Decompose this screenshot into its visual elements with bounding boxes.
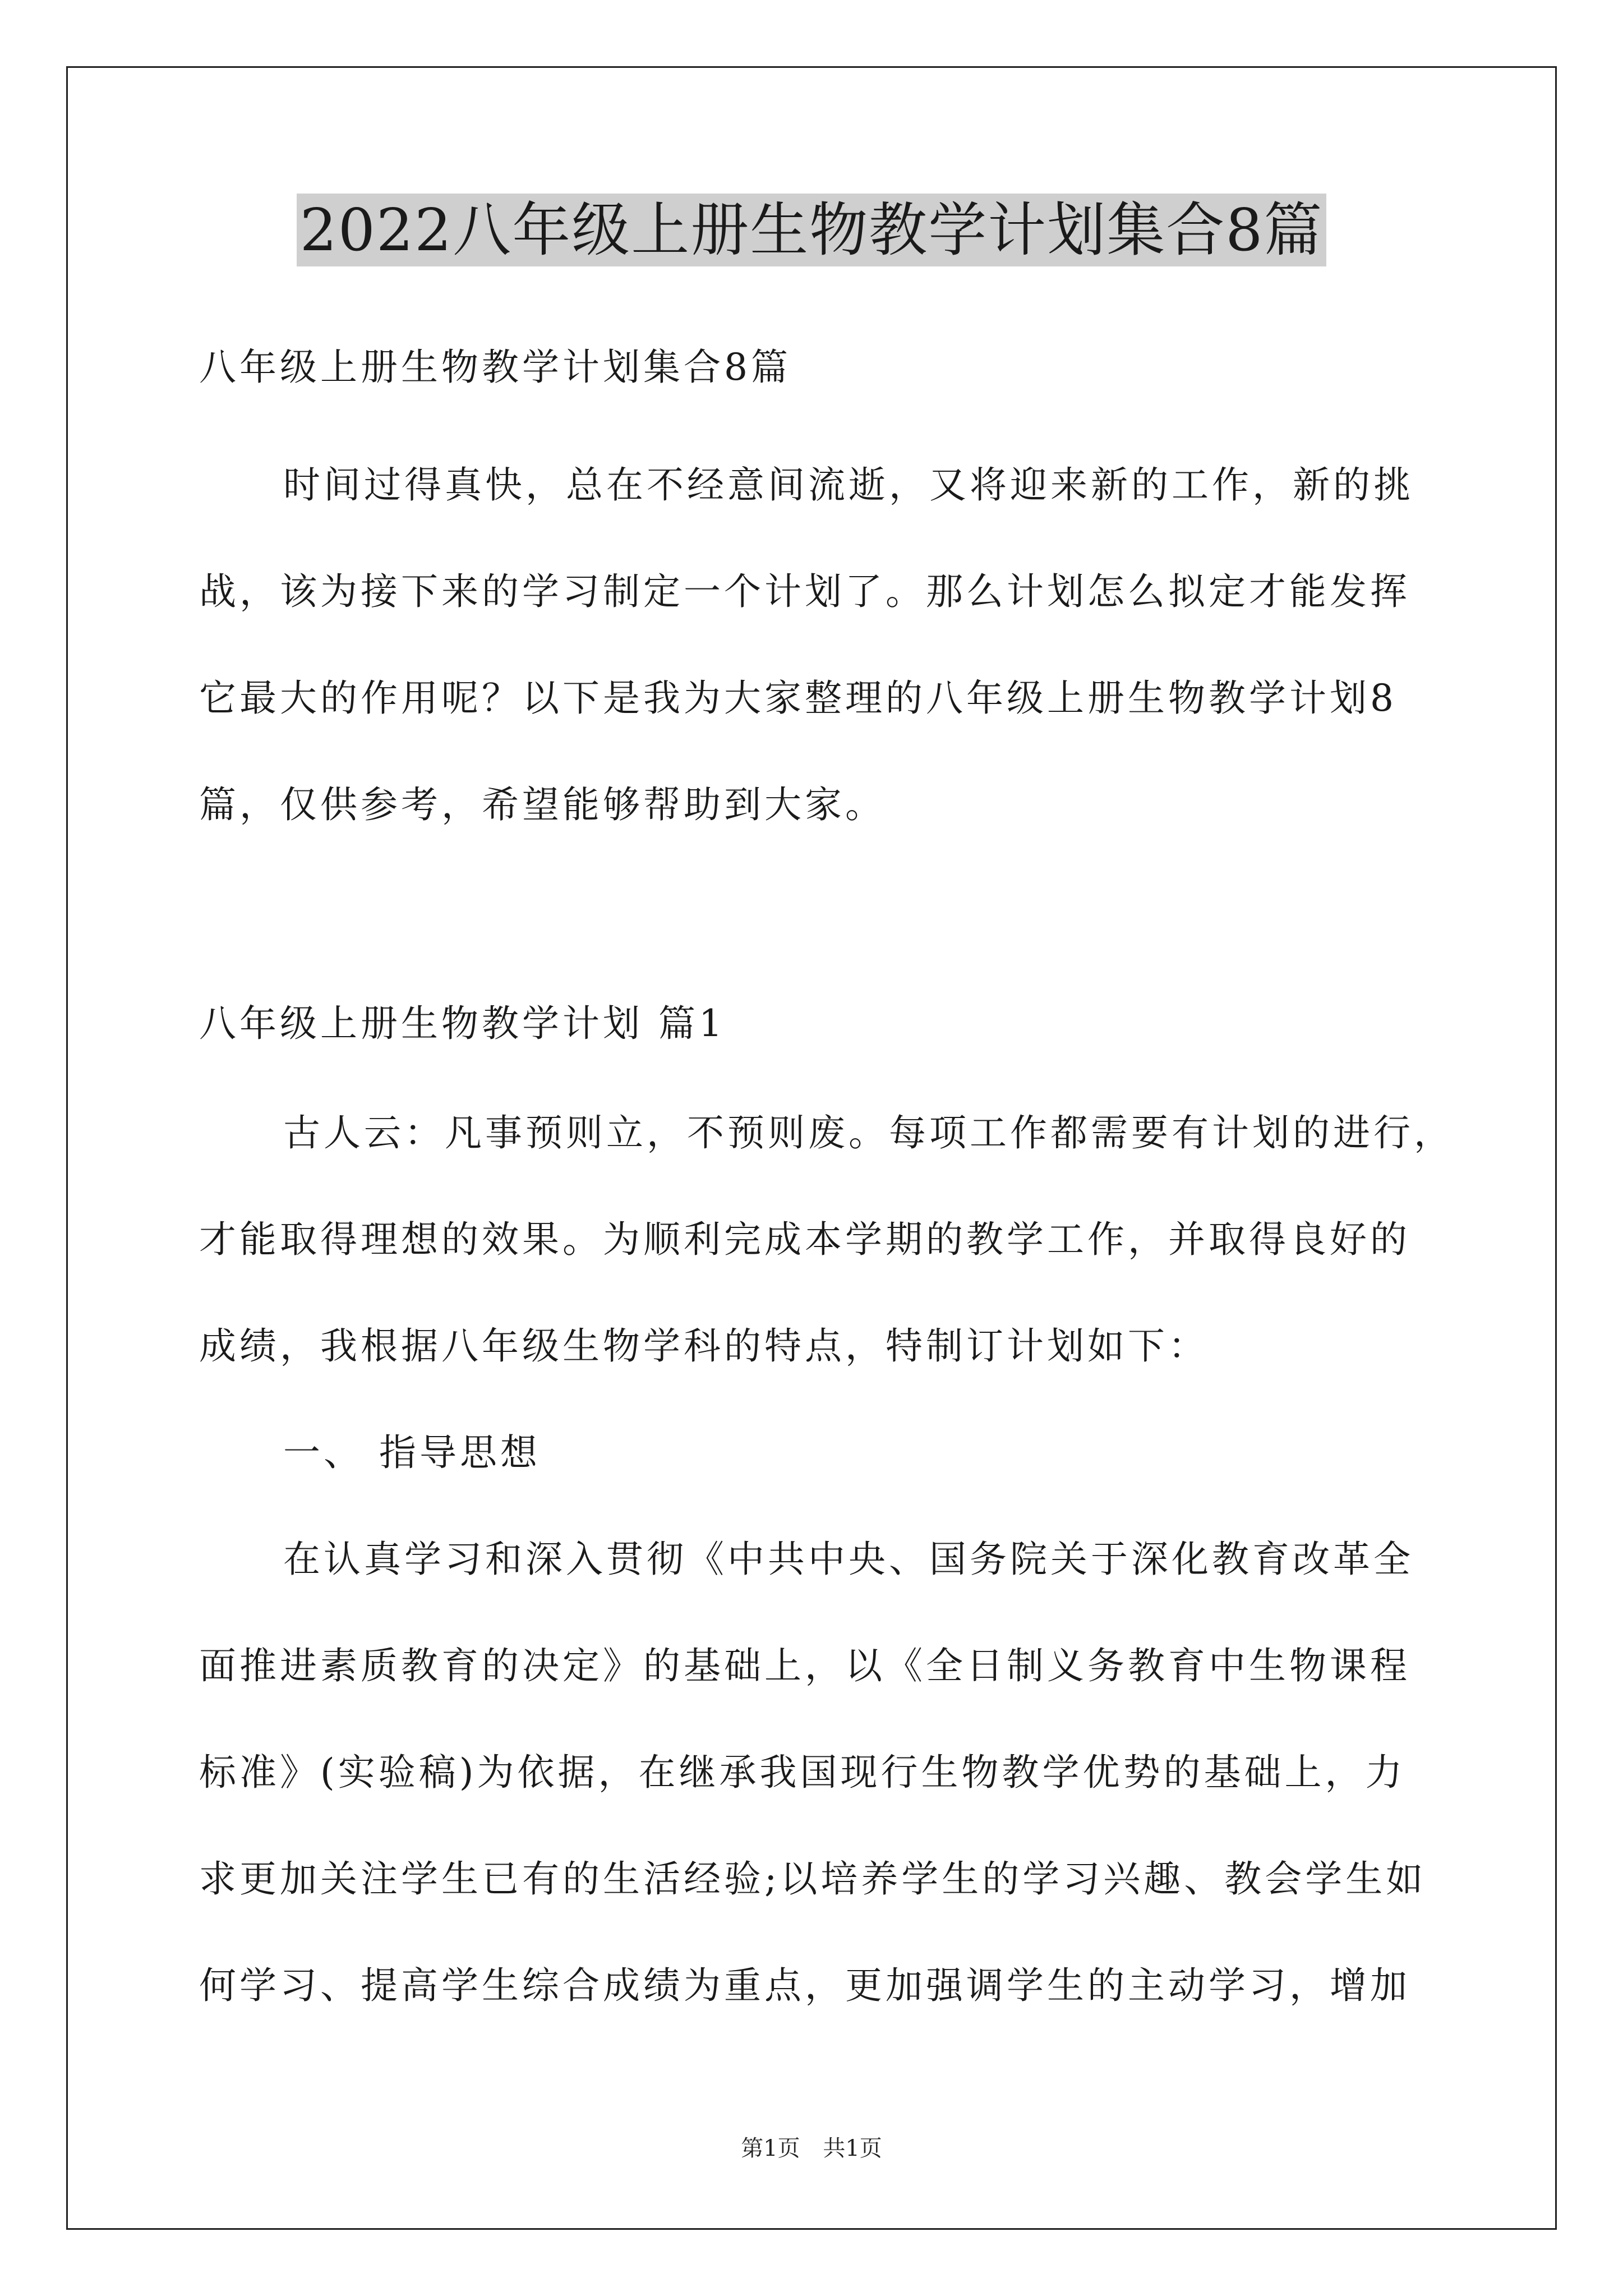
intro-paragraph-line: 篇，仅供参考，希望能够帮助到大家。 [199, 783, 886, 826]
section-paragraph-line: 古人云：凡事预则立，不预则废。每项工作都需要有计划的进行， [283, 1111, 1454, 1154]
guidance-paragraph-line: 求更加关注学生已有的生活经验;以培养学生的学习兴趣、教会学生如 [199, 1857, 1427, 1901]
intro-paragraph-line: 它最大的作用呢？以下是我为大家整理的八年级上册生物教学计划8 [199, 677, 1397, 720]
guidance-paragraph-line: 在认真学习和深入贯彻《中共中央、国务院关于深化教育改革全 [283, 1538, 1414, 1581]
page-number: 第1页 [741, 2136, 800, 2161]
guidance-paragraph-line: 何学习、提高学生综合成绩为重点，更加强调学生的主动学习，增加 [199, 1964, 1410, 2007]
subsection-heading: 一、 指导思想 [283, 1431, 541, 1474]
title-container [0, 194, 1623, 266]
page-total: 共1页 [823, 2136, 882, 2161]
section-paragraph-line: 成绩，我根据八年级生物学科的特点，特制订计划如下： [199, 1324, 1209, 1368]
subtitle-line: 八年级上册生物教学计划集合8篇 [199, 346, 791, 389]
guidance-paragraph-line: 标准》(实验稿)为依据，在继承我国现行生物教学优势的基础上，力 [199, 1751, 1406, 1794]
section-paragraph-line: 才能取得理想的效果。为顺利完成本学期的教学工作，并取得良好的 [199, 1218, 1410, 1261]
page-footer [0, 2132, 1623, 2165]
intro-paragraph-line: 战，该为接下来的学习制定一个计划了。那么计划怎么拟定才能发挥 [199, 570, 1410, 613]
document-title: 2022八年级上册生物教学计划集合8篇 [297, 194, 1327, 266]
intro-paragraph-line: 时间过得真快，总在不经意间流逝，又将迎来新的工作，新的挑 [283, 463, 1414, 507]
guidance-paragraph-line: 面推进素质教育的决定》的基础上，以《全日制义务教育中生物课程 [199, 1644, 1410, 1687]
section-heading: 八年级上册生物教学计划 篇1 [199, 1002, 726, 1045]
